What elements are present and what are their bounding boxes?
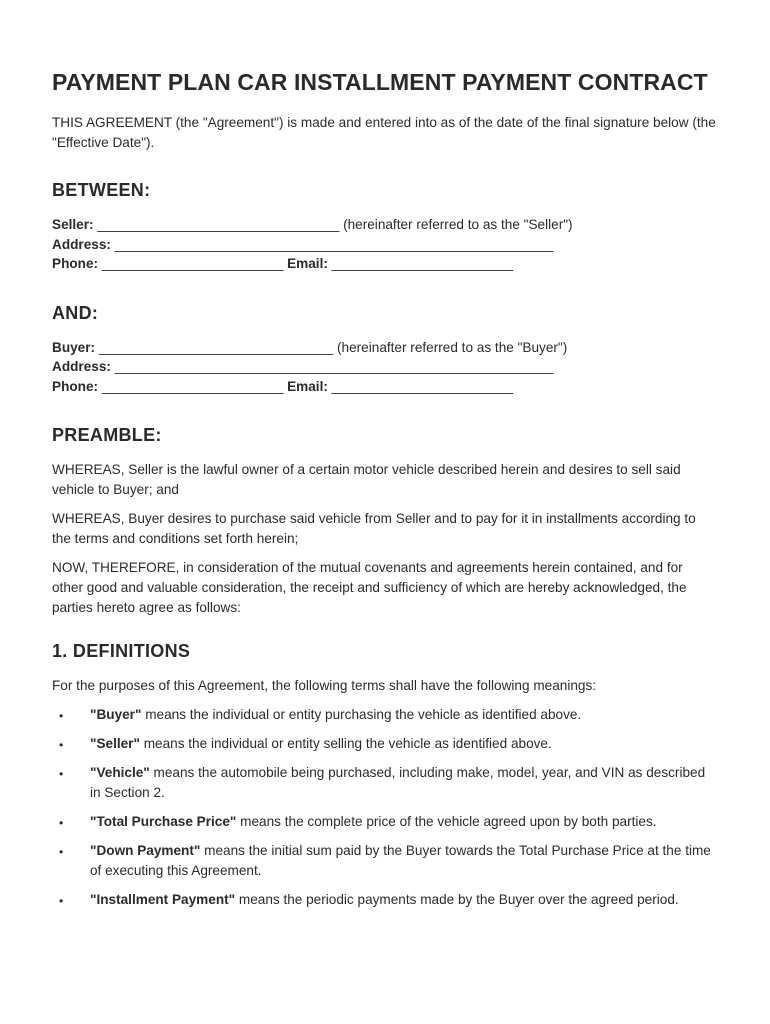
bullet-icon: • bbox=[59, 894, 64, 908]
definition-item bbox=[52, 841, 717, 881]
bullet-icon: • bbox=[59, 709, 64, 723]
definition-term: "Down Payment" bbox=[90, 843, 201, 858]
definition-text: means the automobile being purchased, including make, model, year, and VIN as described in Section 2. bbox=[90, 765, 706, 800]
buyer-label: Buyer: bbox=[52, 339, 96, 355]
between-heading: BETWEEN: bbox=[52, 180, 151, 200]
definition-item bbox=[52, 812, 717, 832]
definition-text: means the individual or entity selling the vehicle as identified above. bbox=[139, 736, 552, 751]
intro-paragraph: THIS AGREEMENT (the "Agreement") is made and entered into as of the date of the final signature below (the "Effective Date"). bbox=[52, 115, 716, 150]
buyer-name-blank[interactable]: _______________________________ bbox=[98, 339, 334, 355]
seller-address-blank[interactable]: __________________________________________________________ bbox=[114, 236, 554, 252]
seller-phone-blank[interactable]: ________________________ bbox=[101, 256, 284, 271]
buyer-address-label: Address: bbox=[52, 359, 111, 374]
bullet-icon: • bbox=[59, 845, 64, 859]
definition-item bbox=[52, 763, 717, 803]
document-page bbox=[52, 66, 717, 919]
definition-text: means the individual or entity purchasing the vehicle as identified above. bbox=[141, 707, 582, 722]
definition-term: "Seller" bbox=[90, 736, 140, 751]
seller-address-line bbox=[52, 235, 717, 255]
definition-term: "Buyer" bbox=[90, 707, 142, 722]
definition-item bbox=[52, 734, 717, 754]
buyer-address-line bbox=[52, 357, 717, 377]
buyer-name-suffix: (hereinafter referred to as the "Buyer") bbox=[337, 339, 568, 355]
seller-label: Seller: bbox=[52, 217, 94, 232]
definition-term: "Vehicle" bbox=[90, 765, 150, 780]
definition-text: means the complete price of the vehicle agreed upon by both parties. bbox=[236, 814, 657, 829]
buyer-contact-line bbox=[52, 377, 717, 397]
seller-email-label: Email: bbox=[287, 256, 328, 271]
seller-name-suffix: (hereinafter referred to as the "Seller") bbox=[343, 217, 573, 232]
seller-contact-line bbox=[52, 254, 717, 274]
definition-text: means the periodic payments made by the Buyer over the agreed period. bbox=[235, 892, 679, 907]
preamble-paragraph: WHEREAS, Buyer desires to purchase said vehicle from Seller and to pay for it in installments according to the terms and conditions set forth herein; bbox=[52, 511, 696, 546]
and-heading: AND: bbox=[52, 302, 99, 323]
seller-name-line bbox=[52, 215, 717, 235]
seller-address-label: Address: bbox=[52, 236, 111, 252]
bullet-icon: • bbox=[59, 738, 64, 752]
definitions-list bbox=[52, 705, 717, 910]
definition-item bbox=[52, 705, 717, 725]
definition-term: "Total Purchase Price" bbox=[90, 814, 237, 829]
definitions-intro: For the purposes of this Agreement, the following terms shall have the following meanings: bbox=[52, 678, 597, 693]
seller-phone-label: Phone: bbox=[52, 256, 99, 271]
preamble-paragraph: WHEREAS, Seller is the lawful owner of a certain motor vehicle described herein and desires to sell said vehicle to Buyer; and bbox=[52, 462, 681, 497]
definition-term: "Installment Payment" bbox=[90, 892, 236, 907]
definition-item bbox=[52, 890, 717, 910]
seller-block bbox=[52, 215, 717, 274]
buyer-phone-blank[interactable]: ________________________ bbox=[101, 378, 284, 394]
document-title: PAYMENT PLAN CAR INSTALLMENT PAYMENT CONTRACT bbox=[52, 69, 708, 95]
buyer-email-blank[interactable]: ________________________ bbox=[331, 378, 514, 394]
preamble-heading: PREAMBLE: bbox=[52, 425, 162, 445]
buyer-name-line bbox=[52, 338, 717, 358]
buyer-phone-label: Phone: bbox=[52, 378, 99, 394]
buyer-address-blank[interactable]: __________________________________________________________ bbox=[114, 359, 554, 374]
buyer-email-label: Email: bbox=[287, 378, 328, 394]
definitions-heading: 1. DEFINITIONS bbox=[52, 641, 191, 661]
seller-email-blank[interactable]: ________________________ bbox=[331, 256, 514, 271]
bullet-icon: • bbox=[59, 767, 64, 781]
definition-text: means the initial sum paid by the Buyer towards the Total Purchase Price at the time of executing this Agreement. bbox=[90, 843, 711, 878]
buyer-block bbox=[52, 338, 717, 397]
bullet-icon: • bbox=[59, 816, 64, 830]
seller-name-blank[interactable]: ________________________________ bbox=[97, 217, 340, 232]
preamble-paragraph: NOW, THEREFORE, in consideration of the mutual covenants and agreements herein contained, and for other good and valuable consideration, the receipt and sufficiency of which are hereby acknowledged, the parties hereto agree as follows: bbox=[52, 560, 687, 615]
preamble-section bbox=[52, 460, 717, 618]
